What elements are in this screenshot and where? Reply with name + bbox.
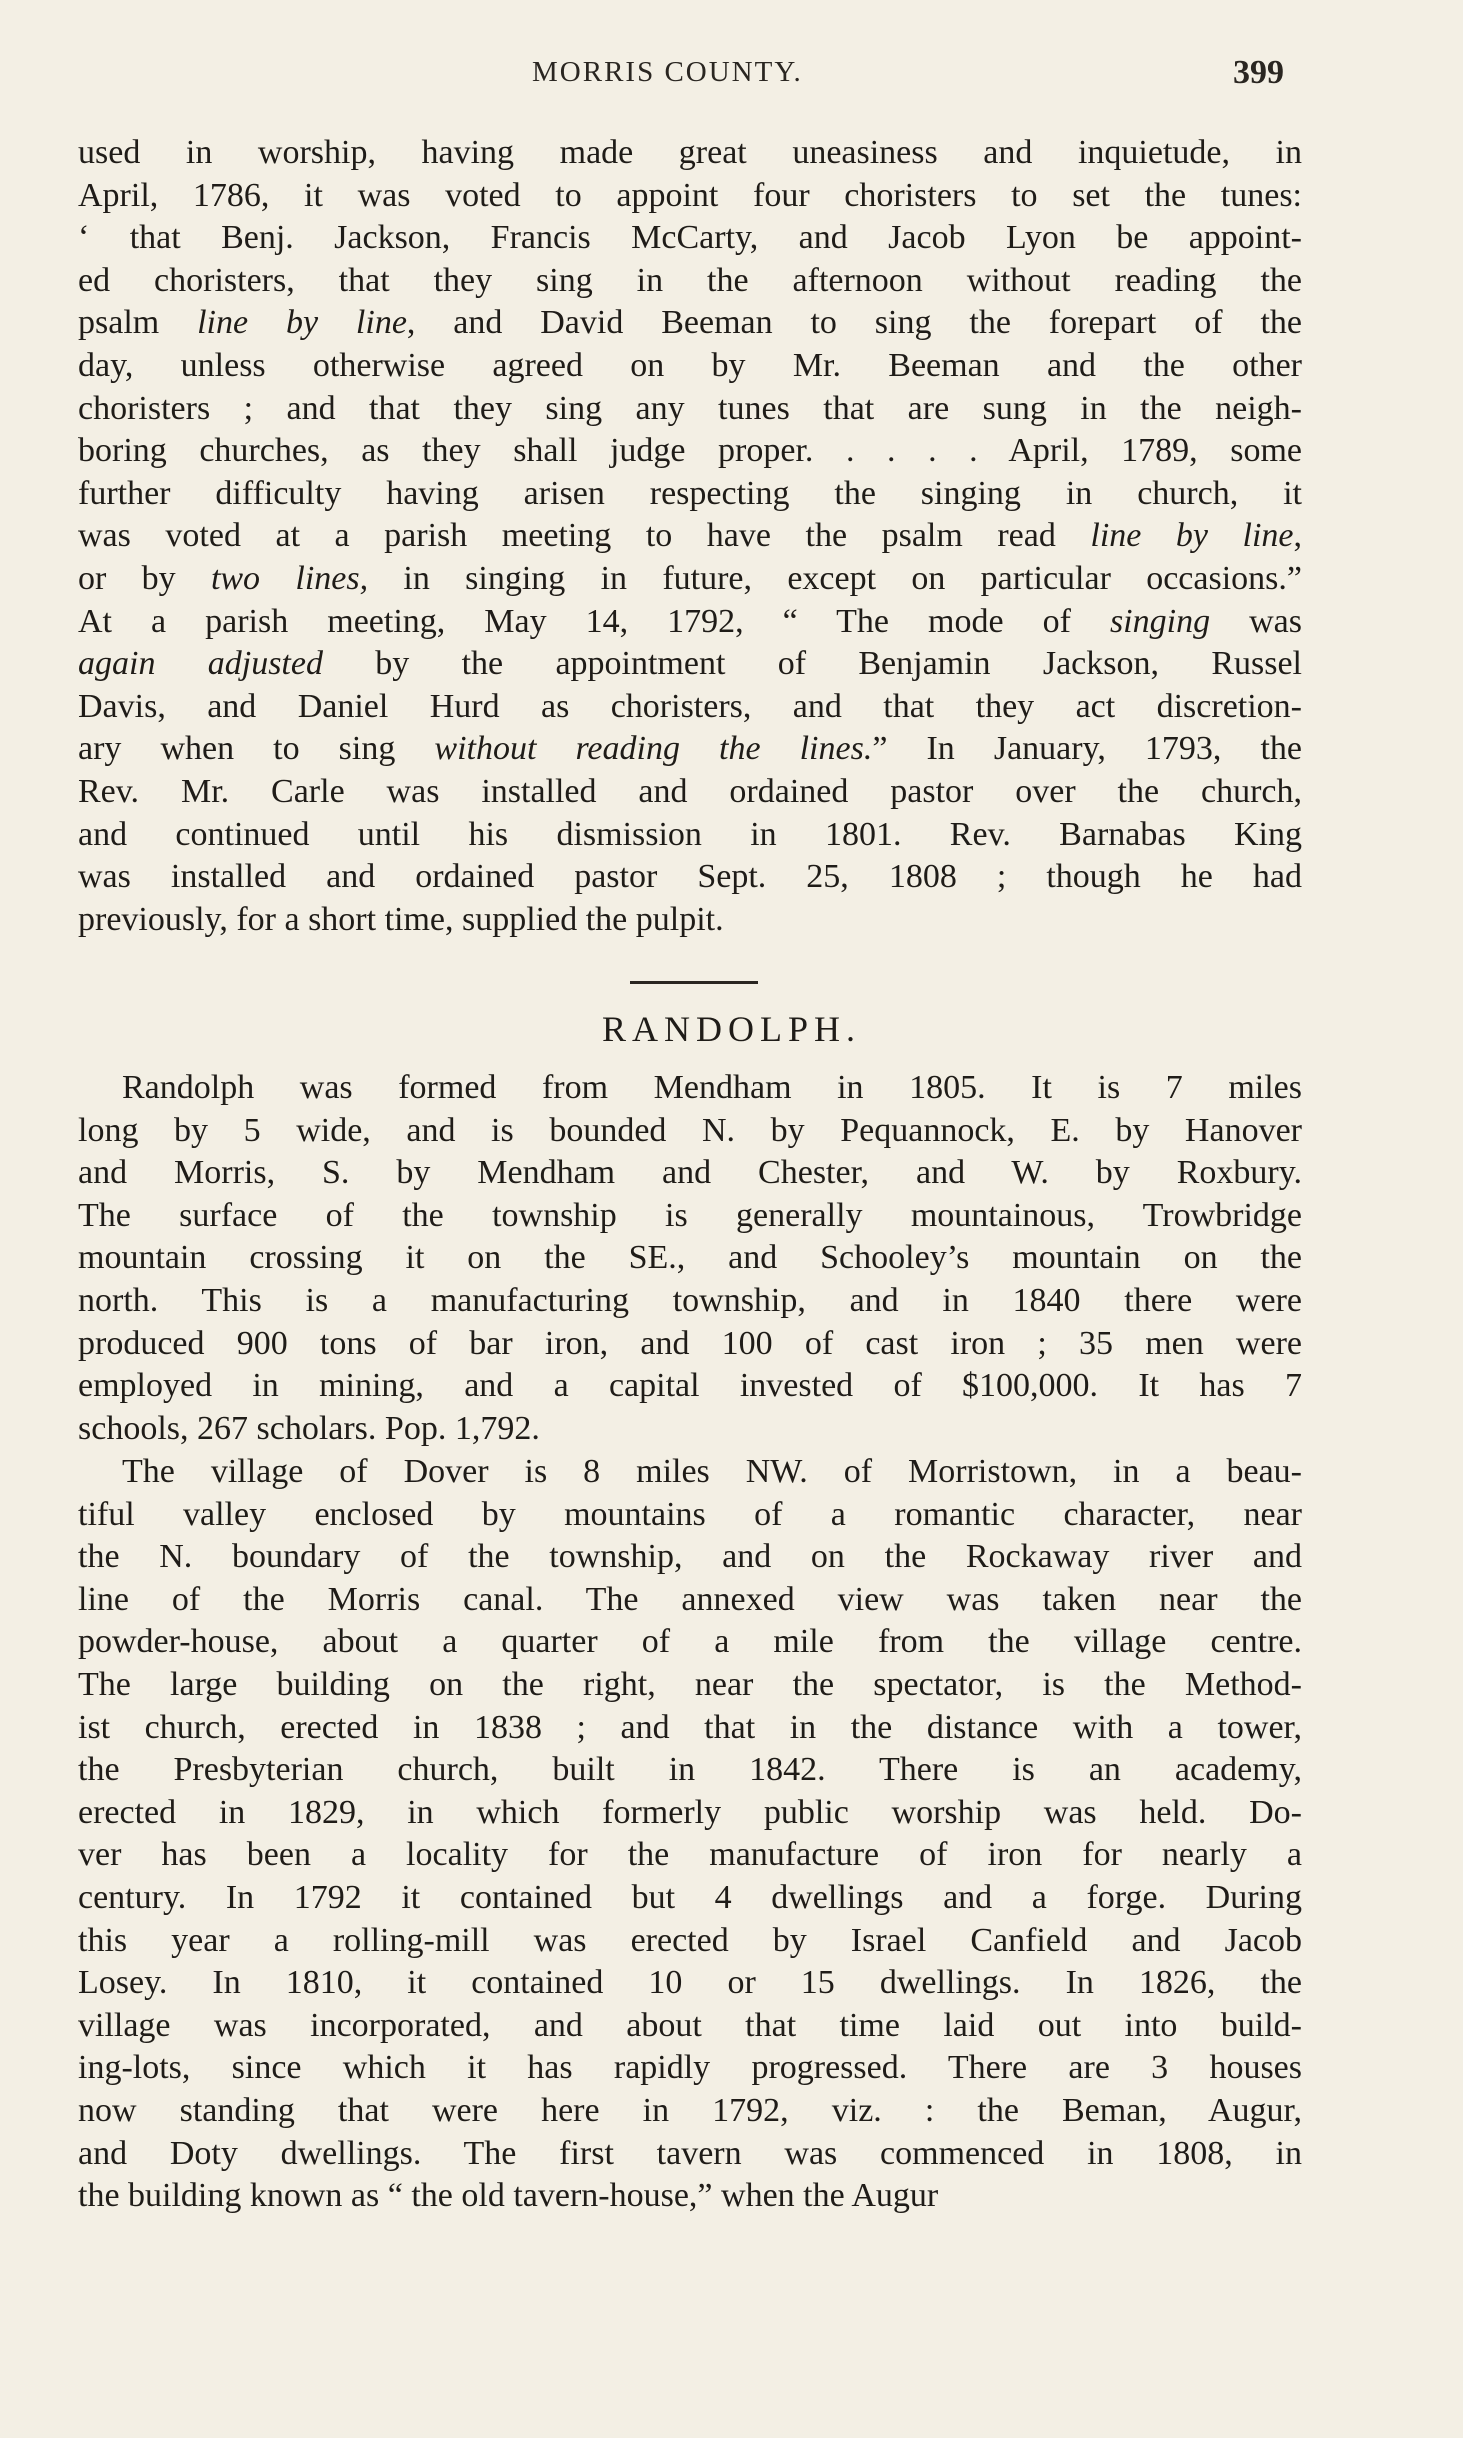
text-line: and continued until his dismission in 1801. Rev. Barnabas King [78,815,1302,853]
text-line: choristers ; and that they sing any tunes that are sung in the neigh- [78,389,1302,427]
italic-run: line by line [1090,517,1294,555]
text-line: employed in mining, and a capital invested of $100,000. It has 7 [78,1367,1302,1405]
text-line: ed choristers, that they sing in the afternoon without reading the [78,261,1302,299]
text-run: At a parish meeting, May 14, 1792, “ The mode of [78,602,1110,640]
text-line: and Doty dwellings. The first tavern was commenced in 1808, in [78,2134,1302,2172]
text-line: now standing that were here in 1792, viz. : the Beman, Augur, [78,2091,1302,2129]
text-line [78,728,1302,771]
text-line: Davis, and Daniel Hurd as choristers, and that they act discretion- [78,687,1302,725]
text-line: ist church, erected in 1838 ; and that in the distance with a tower, [78,1708,1302,1746]
text-line: further difficulty having arisen respecting the singing in church, it [78,474,1302,512]
text-line: produced 900 tons of bar iron, and 100 of cast iron ; 35 men were [78,1324,1302,1362]
italic-run: without reading the lines. [434,730,873,768]
text-line: the building known as “ the old tavern-house,” when the Augur [78,2177,939,2215]
text-run: psalm [78,304,198,342]
text-line: ing-lots, since which it has rapidly progressed. There are 3 houses [78,2049,1302,2087]
text-line: century. In 1792 it contained but 4 dwellings and a forge. During [78,1878,1302,1916]
text-line: The large building on the right, near the spectator, is the Method- [78,1665,1302,1703]
text-run: , [1293,517,1302,555]
text-line: The village of Dover is 8 miles NW. of Morristown, in a beau- [122,1453,1302,1490]
section-title: RANDOLPH. [601,1009,861,1049]
text-line: north. This is a manufacturing township, and in 1840 there were [78,1281,1302,1319]
dover-paragraph [78,1451,1302,2218]
text-line: day, unless otherwise agreed on by Mr. Beeman and the other [78,346,1302,384]
text-run: ” In January, 1793, the [872,730,1303,768]
text-line: this year a rolling-mill was erected by Israel Canfield and Jacob [78,1921,1302,1959]
text-line: Rev. Mr. Carle was installed and ordained pastor over the church, [78,772,1302,810]
text-line: ‘ that Benj. Jackson, Francis McCarty, and Jacob Lyon be appoint- [78,219,1302,257]
text-line [78,558,1302,601]
text-line: was installed and ordained pastor Sept. 25, 1808 ; though he had [78,858,1302,896]
text-line: tiful valley enclosed by mountains of a romantic character, near [78,1495,1302,1533]
text-run: by the appointment of Benjamin Jackson, Russel [322,645,1302,683]
text-line [78,515,1302,558]
continued-paragraph [78,132,1302,941]
text-line: line of the Morris canal. The annexed view was taken near the [78,1580,1302,1618]
running-header [0,50,1463,100]
text-line: and Morris, S. by Mendham and Chester, and W. by Roxbury. [78,1154,1302,1192]
text-line [78,601,1302,644]
text-line: ver has been a locality for the manufacture of iron for nearly a [78,1836,1302,1874]
text-line: mountain crossing it on the SE., and Schooley’s mountain on the [78,1239,1302,1277]
text-line [78,302,1302,345]
text-line: long by 5 wide, and is bounded N. by Pequannock, E. by Hanover [78,1111,1302,1149]
text-line: used in worship, having made great uneasiness and inquietude, in [78,134,1302,171]
text-line: previously, for a short time, supplied the pulpit. [78,900,724,938]
text-line [78,643,1302,686]
italic-run: two lines, [210,559,369,597]
randolph-paragraph [78,1067,1302,1450]
text-line: schools, 267 scholars. Pop. 1,792. [78,1409,540,1447]
text-line: powder-house, about a quarter of a mile from the village centre. [78,1623,1302,1661]
text-run: in singing in future, except on particular occasions.” [368,559,1302,597]
text-line: Randolph was formed from Mendham in 1805. It is 7 miles [122,1069,1302,1106]
text-line: Losey. In 1810, it contained 10 or 15 dwellings. In 1826, the [78,1964,1302,2002]
text-line: April, 1786, it was voted to appoint four choristers to set the tunes: [78,176,1302,214]
text-line: The surface of the township is generally mountainous, Trowbridge [78,1196,1302,1234]
page-number: 399 [1233,54,1284,91]
italic-run: singing [1109,602,1211,640]
section-divider [630,981,758,984]
text-run: was [1210,602,1302,640]
text-line: the Presbyterian church, built in 1842. There is an academy, [78,1751,1302,1789]
text-run: or by [78,559,211,597]
italic-run: line by line [197,304,407,342]
text-run: ary when to sing [78,730,435,768]
running-title: MORRIS COUNTY. [532,56,803,88]
text-line: village was incorporated, and about that time laid out into build- [78,2006,1302,2044]
text-line: the N. boundary of the township, and on the Rockaway river and [78,1538,1302,1576]
text-run: , and David Beeman to sing the forepart of the [406,304,1302,342]
text-run: was voted at a parish meeting to have the psalm read [78,517,1091,555]
italic-run: again adjusted [78,645,323,683]
text-line: erected in 1829, in which formerly public worship was held. Do- [78,1793,1302,1831]
text-line: boring churches, as they shall judge proper. . . . . April, 1789, some [78,432,1302,470]
